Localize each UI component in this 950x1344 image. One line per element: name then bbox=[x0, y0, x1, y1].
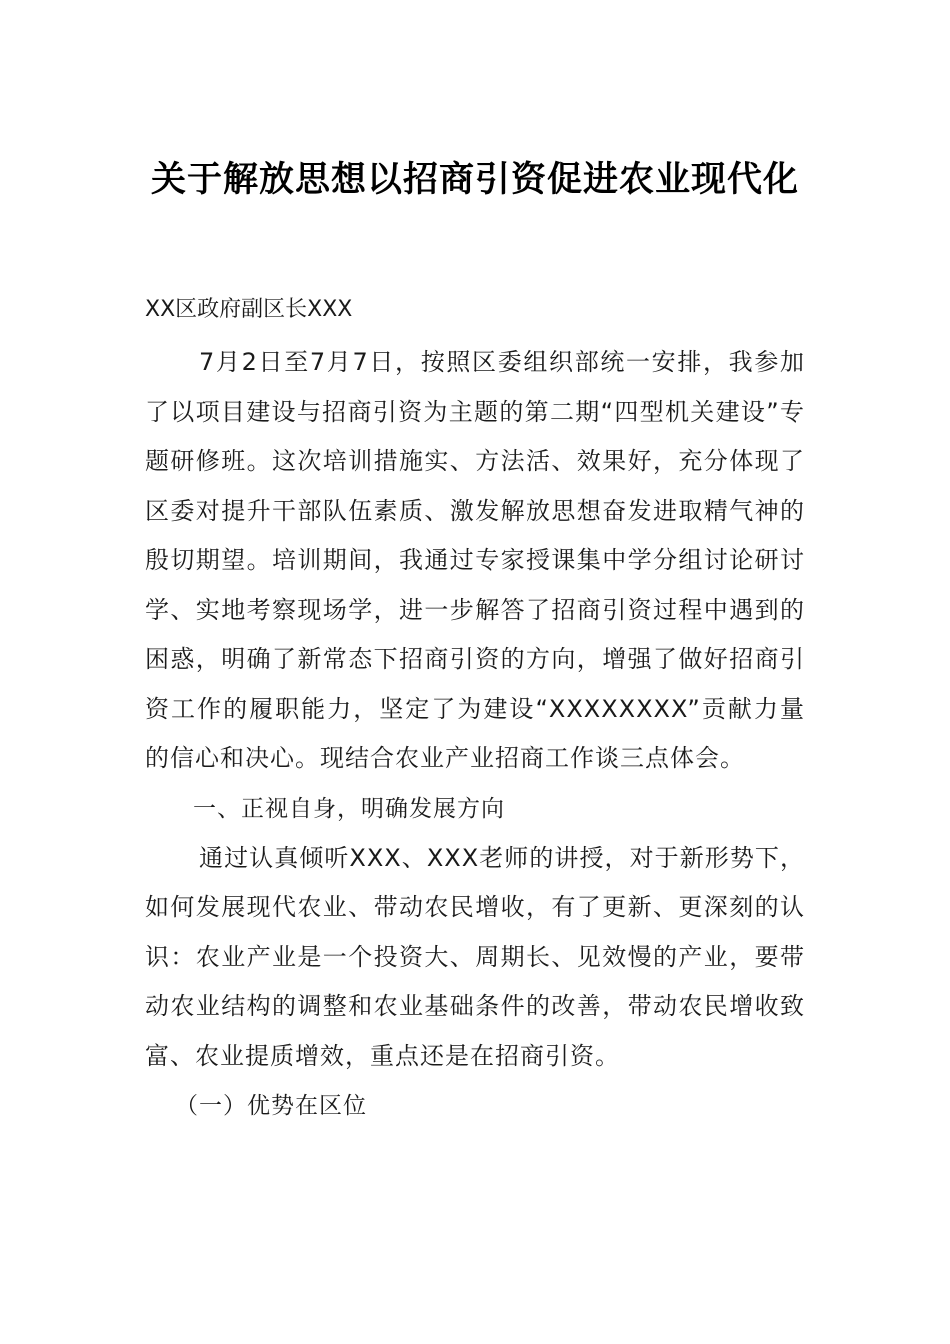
document-title: 关于解放思想以招商引资促进农业现代化 bbox=[150, 159, 799, 200]
intro-paragraph: 7月2日至7月7日，按照区委组织部统一安排，我参加了以项目建设与招商引资为主题的第二期“四型机关建设”专题研修班。这次培训措施实、方法活、效果好，充分体现了区委对提升干部队伍素质、激发解放思想奋发进取精气神的殷切期望。培训期间，我通过专家授课集中学分组讨论研讨学、实地考察现场学，进一步解答了招商引资过程中遇到的困惑，明确了新常态下招商引资的方向，增强了做好招商引资工作的履职能力，坚定了为建设“XXXXXXXX”贡献力量的信心和决心。现结合农业产业招商工作谈三点体会。 bbox=[145, 348, 805, 772]
section-paragraph: 通过认真倾听XXX、XXX老师的讲授，对于新形势下，如何发展现代农业、带动农民增收，有了更新、更深刻的认识：农业产业是一个投资大、周期长、见效慢的产业，要带动农业结构的调整和农业基础条件的改善，带动农民增收致富、农业提质增效，重点还是在招商引资。 bbox=[145, 843, 805, 1070]
subsection-heading: （一）优势在区位 bbox=[175, 1093, 367, 1119]
section-heading: 一、正视自身，明确发展方向 bbox=[193, 795, 505, 822]
document-body bbox=[145, 338, 805, 1131]
author-line: XX区政府副区长XXX bbox=[145, 297, 353, 322]
